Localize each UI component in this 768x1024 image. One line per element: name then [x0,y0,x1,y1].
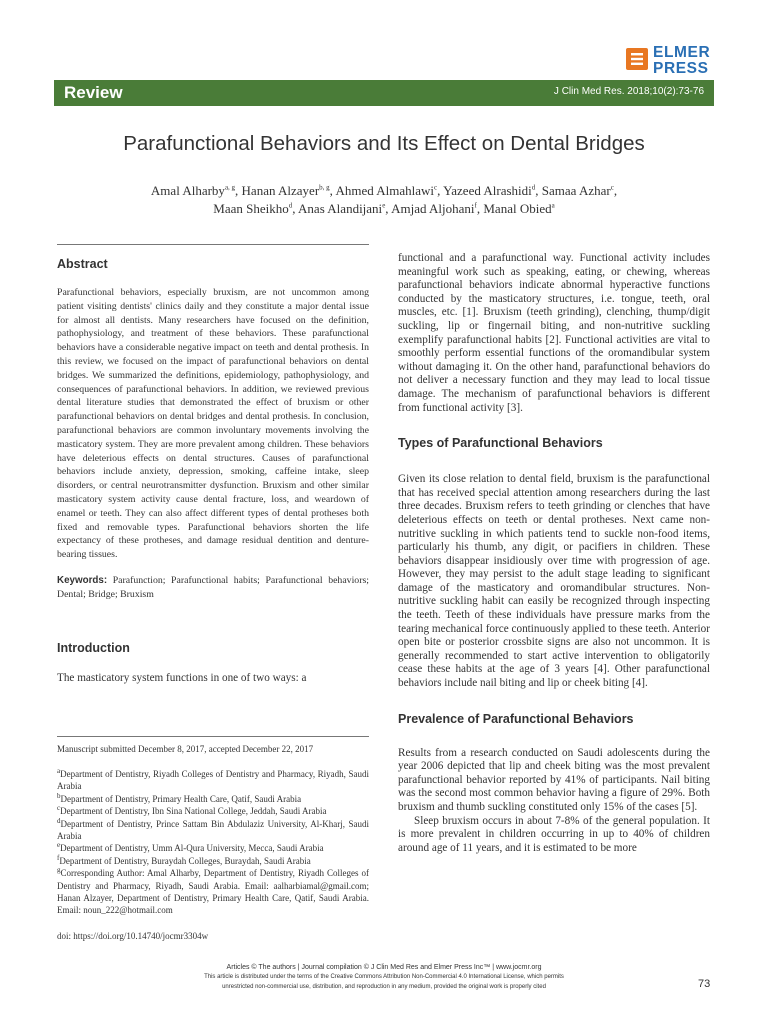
article-title: Parafunctional Behaviors and Its Effect on Dental Bridges [123,132,645,155]
affiliation-marker: a [57,767,61,775]
author-name: Amal Alharby [150,183,225,198]
page-number: 73 [698,978,711,990]
affiliation-item [57,818,369,843]
journal-citation: J Clin Med Res. 2018;10(2):73-76 [553,86,704,97]
author-name: Manal Obied [483,201,552,216]
manuscript-dates: Manuscript submitted December 8, 2017, accepted December 22, 2017 [57,744,314,754]
affiliation-item [57,842,369,854]
affiliation-text: Department of Dentistry, Primary Health Care, Qatif, Saudi Arabia [60,793,302,804]
prevalence-text-1: Results from a research conducted on Saudi adolescents during the year 2006 depicted that lip and cheek biting was the most prevalent parafunctional behavior reported by 41% of participants. Nail biting was the second most common behavior having a figure of 29%. Both bruxism and thumb suckling constituted only 15% of the cases [5]. [398,746,710,813]
introduction-text: The masticatory system functions in one of two ways: a [57,671,307,684]
left-column [57,244,369,685]
affiliation-item [57,805,369,817]
right-column [398,252,710,855]
affiliation-item [57,768,369,793]
affiliation-marker: c [57,804,61,813]
affiliation-marker: e [57,841,61,850]
author-name: Yazeed Alrashidi [443,183,532,198]
author-affiliation-marker: a, g [224,183,236,192]
affiliation-text: Corresponding Author: Amal Alharby, Department of Dentistry, Riyadh Colleges of Dentistry and Pharmacy, Riyadh, Saudi Arabia. Email: aalharbiamal@gmail.com; Hanan Alzayer, Department of Dentistry, Primary Health Care, Qatif, Saudi Arabia. Email: noun_222@hotmail.com [57,868,369,916]
keywords-label: Keywords: [57,574,108,586]
prevalence-text-2: Sleep bruxism occurs in about 7-8% of the general population. It is more prevalent in children occurring in up to 40% of children around age of 11 years, and it is estimated to be more [398,814,710,854]
author-affiliation-marker: d [531,183,536,192]
publisher-name-line1: ELMER [653,44,711,61]
affiliation-marker: f [57,853,60,862]
author-list [90,182,678,218]
affiliation-marker: b [57,791,61,800]
keywords-text: Parafunction; Parafunctional habits; Parafunctional behaviors; Dental; Bridge; Bruxism [57,574,369,600]
article-type-label: Review [64,83,123,102]
affiliation-item [57,793,369,805]
affiliation-text: Department of Dentistry, Ibn Sina National College, Jeddah, Saudi Arabia [60,806,327,817]
abstract-text: Parafunctional behaviors, especially bruxism, are not uncommon among patient visiting dentists' clinics daily and they constitute a major dental issue for almost all dentists. Many researchers have focused on the definition, pathophysiology, and treatment of these behaviors. These parafunctional behaviors have a considerable negative impact on teeth and dental prothesis. In this review, we focused on the impact of parafunctional behaviors on dental bridges. We summarized the definitions, epidemiology, pathophysiology, and consequences of parafunctional behaviors. In addition, we reviewed previous dental literature studies that demonstrated the effect of bruxism or other parafunctional behaviors on dental bridges and dental prothesis. In conclusion, parafunctional behaviors are common involuntary movements involving the masticatory system. They are more prevalent among children. These behaviors have deleterious effects on dental structures. Causes of parafunctional behaviors include anxiety, depression, smoking, caffeine intake, sleep disorders, or central neurotransmitter dysfunction. Bruxism and other similar masticatory system activity cause dental fracture, loss, and weardown of enamel or teeth. They can also affect different types of dental protheses both fixed and removable types. Parafunctional behaviors shorten the life expectancy of these protheses, and damage residual dentition and denture-bearing tissues. [57,287,369,561]
author-name: Anas Alandijani [298,201,383,216]
doi-link[interactable]: doi: https://doi.org/10.14740/jocmr3304w [57,931,209,941]
affiliation-text: Department of Dentistry, Riyadh Colleges of Dentistry and Pharmacy, Riyadh, Saudi Arabia [57,769,369,792]
types-text: Given its close relation to dental field, bruxism is the parafunctional that has received special attention among researchers during the last three decades. Bruxism refers to teeth grinding or clenches that have deleterious effects on teeth or dental protheses. Next came non-nutritive suckling in which patients tend to suckle non-food items, particularly his thumb, any digit, or pacifiers in children. These behaviors disappear insidiously over time with progression of age. However, they may persist to the adult stage leading to significant damage of the masticatory and oromandibular structures. Non-nutritive suckling habit can easily be recognized through inspecting the teeth. Teeth of these individuals have pressure marks from the tearing mechanical force continuously applied to these teeth. Anterior open bite or posterior crossbite signs are also not uncommon. It is generally recommended to start active intervention to obligatorily cease these habits at the age of 3 years [4]. Other parafunctional behaviors include nail biting and lip or cheek biting [4]. [398,473,710,690]
footer-license-1: This article is distributed under the terms of the Creative Commons Attribution Non-Commercial 4.0 International License, which permits [204,974,564,980]
author-affiliation-marker: c [434,183,438,192]
affiliations [57,768,369,917]
author-affiliation-marker: f [474,201,477,210]
author-name: Samaa Azhar [541,183,611,198]
author-name: Amjad Aljohani [391,201,475,216]
publisher-logo [626,44,726,84]
author-line-1: Amal Alharby$^{a, g}$, Hanan Alzayer$^{b, g}$, Ahmed Almahlawi$^c$, Yazeed Alrashidi$^d$, Samaa Azhar$^c$, [150,183,618,198]
affiliation-text: Department of Dentistry, Umm Al-Qura University, Mecca, Saudi Arabia [60,843,324,854]
affiliation-text: Department of Dentistry, Prince Sattam Bin Abdulaziz University, Al-Kharj, Saudi Arabia [57,818,369,842]
publisher-name [653,45,710,77]
footer-license-2: unrestricted non-commercial use, distribution, and reproduction in any medium, provided the original work is properly cited [222,983,546,990]
author-name: Hanan Alzayer [241,183,320,198]
types-heading: Types of Parafunctional Behaviors [398,436,603,451]
author-affiliation-marker: d [288,201,293,210]
introduction-heading: Introduction [57,640,130,655]
affiliation-marker: d [57,816,61,825]
abstract-heading: Abstract [57,257,108,271]
keywords [57,574,369,602]
prevalence-heading: Prevalence of Parafunctional Behaviors [398,711,634,726]
affiliation-text: Department of Dentistry, Buraydah Colleges, Buraydah, Saudi Arabia [59,855,311,866]
author-affiliation-marker: a [551,201,555,210]
footnote-divider [57,736,369,737]
affiliation-item [57,855,369,867]
footer-copyright: Articles © The authors | Journal compilation © J Clin Med Res and Elmer Press Inc™ | www.jocmr.org [226,964,542,971]
affiliation-item [57,867,369,917]
author-line-2: Maan Sheikho$^d$, Anas Alandijani$^e$, Amjad Aljohani$^f$, Manal Obied$^a$ [213,201,555,216]
publisher-name-line2: PRESS [653,60,709,77]
intro-continued: functional and a parafunctional way. Functional activity includes meaningful work such as speaking, eating, or chewing, whereas parafunctional behaviors indicate abnormal hyperactive functions conducted by the masticatory structures, i.e. tongue, teeth, oral muscles, etc. [1]. Bruxism (teeth grinding), clenching, thump/digit suckling, lip or fingernail biting, and non-nutritive suckling exemplify parafunctional habits [2]. Functional activities are vital to smoothly perform essential functions of the oromandibular system without damaging it. On the other hand, parafunctional behaviors do not deliver a necessary function and they may lead to local tissue damage. The mechanism of parafunctional behaviors is different from functional activity [3]. [398,252,710,414]
author-name: Ahmed Almahlawi [335,183,435,198]
author-affiliation-marker: e [382,201,386,210]
page-footer [54,962,714,992]
author-affiliation-marker: b, g [319,183,330,192]
author-affiliation-marker: c [610,183,614,192]
affiliation-marker: g [57,866,61,875]
author-name: Maan Sheikho [213,201,289,216]
article-type-banner [54,80,714,106]
elmer-press-logo-icon [626,46,648,72]
